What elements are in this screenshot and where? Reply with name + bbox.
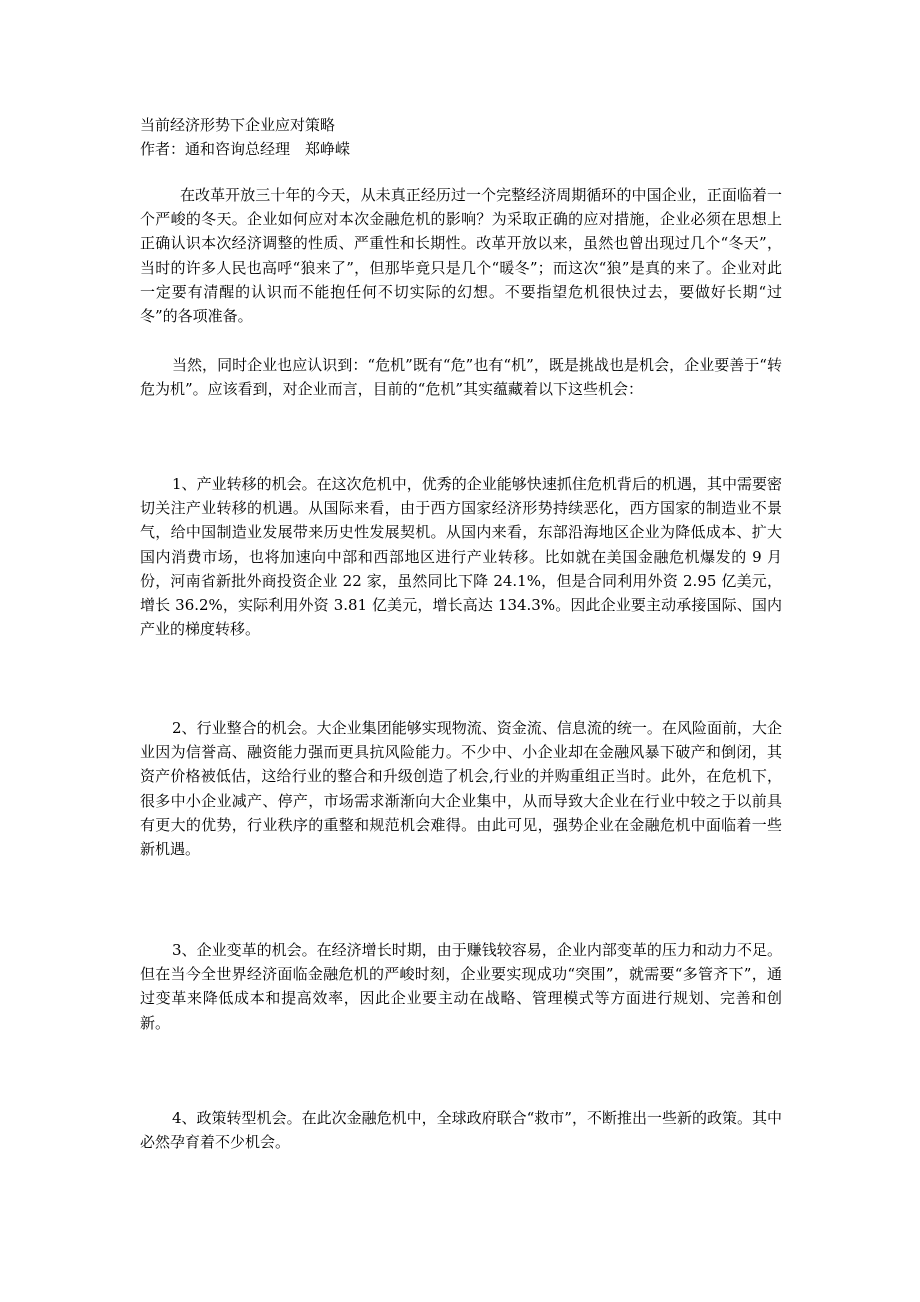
paragraph-crisis-opportunity: 当然，同时企业也应认识到：“危机”既有“危”也有“机”，既是挑战也是机会，企业要善于“转危为机”。应该看到，对企业而言，目前的“危机”其实蕴藏着以下这些机会： xyxy=(140,356,782,399)
paragraph-industry-integration: 2、行业整合的机会。大企业集团能够实现物流、资金流、信息流的统一。在风险面前，大企业因为信誉高、融资能力强而更具抗风险能力。不少中、小企业却在金融风暴下破产和倒闭，其资产价格被低估，这给行业的整合和升级创造了机会,行业的并购重组正当时。此外，在危机下，很多中小企业减产、停产，市场需求渐渐向大企业集中，从而导致大企业在行业中较之于以前具有更大的优势，行业秩序的重整和规范机会难得。由此可见，强势企业在金融危机中面临着一些新机遇。 xyxy=(140,719,782,859)
paragraph-policy-transition: 4、政策转型机会。在此次金融危机中，全球政府联合“救市”，不断推出一些新的政策。其中必然孕育着不少机会。 xyxy=(140,1109,782,1152)
paragraph-enterprise-reform: 3、企业变革的机会。在经济增长时期，由于赚钱较容易，企业内部变革的压力和动力不足。但在当今全世界经济面临金融危机的严峻时刻，企业要实现成功“突围”，就需要“多管齐下”，通过变革来降低成本和提高效率，因此企业要主动在战略、管理模式等方面进行规划、完善和创新。 xyxy=(140,941,782,1032)
document-author: 作者：通和咨询总经理 郑峥嵘 xyxy=(140,140,351,158)
document-title: 当前经济形势下企业应对策略 xyxy=(140,116,336,134)
paragraph-intro: 在改革开放三十年的今天，从未真正经历过一个完整经济周期循环的中国企业，正面临着一个严峻的冬天。企业如何应对本次金融危机的影响？为采取正确的应对措施，企业必须在思想上正确认识本次经济调整的性质、严重性和长期性。改革开放以来，虽然也曾出现过几个“冬天”，当时的许多人民也高呼“狼来了”，但那毕竟只是几个“暖冬”；而这次“狼”是真的来了。企业对此一定要有清醒的认识而不能抱任何不切实际的幻想。不要指望危机很快过去，要做好长期“过冬”的各项准备。 xyxy=(140,186,782,326)
paragraph-industry-transfer: 1、产业转移的机会。在这次危机中，优秀的企业能够快速抓住危机背后的机遇，其中需要密切关注产业转移的机遇。从国际来看，由于西方国家经济形势持续恶化，西方国家的制造业不景气，给中国制造业发展带来历史性发展契机。从国内来看，东部沿海地区企业为降低成本、扩大国内消费市场，也将加速向中部和西部地区进行产业转移。比如就在美国金融危机爆发的 9 月份，河南省新批外商投资企业 22 家，虽然同比下降 24.1%，但是合同利用外资 2.95 亿美元，增长 36.2%，实际利用外资 3.81 亿美元，增长高达 134.3%。因此企业要主动承接国际、国内产业的梯度转移。 xyxy=(140,475,782,639)
